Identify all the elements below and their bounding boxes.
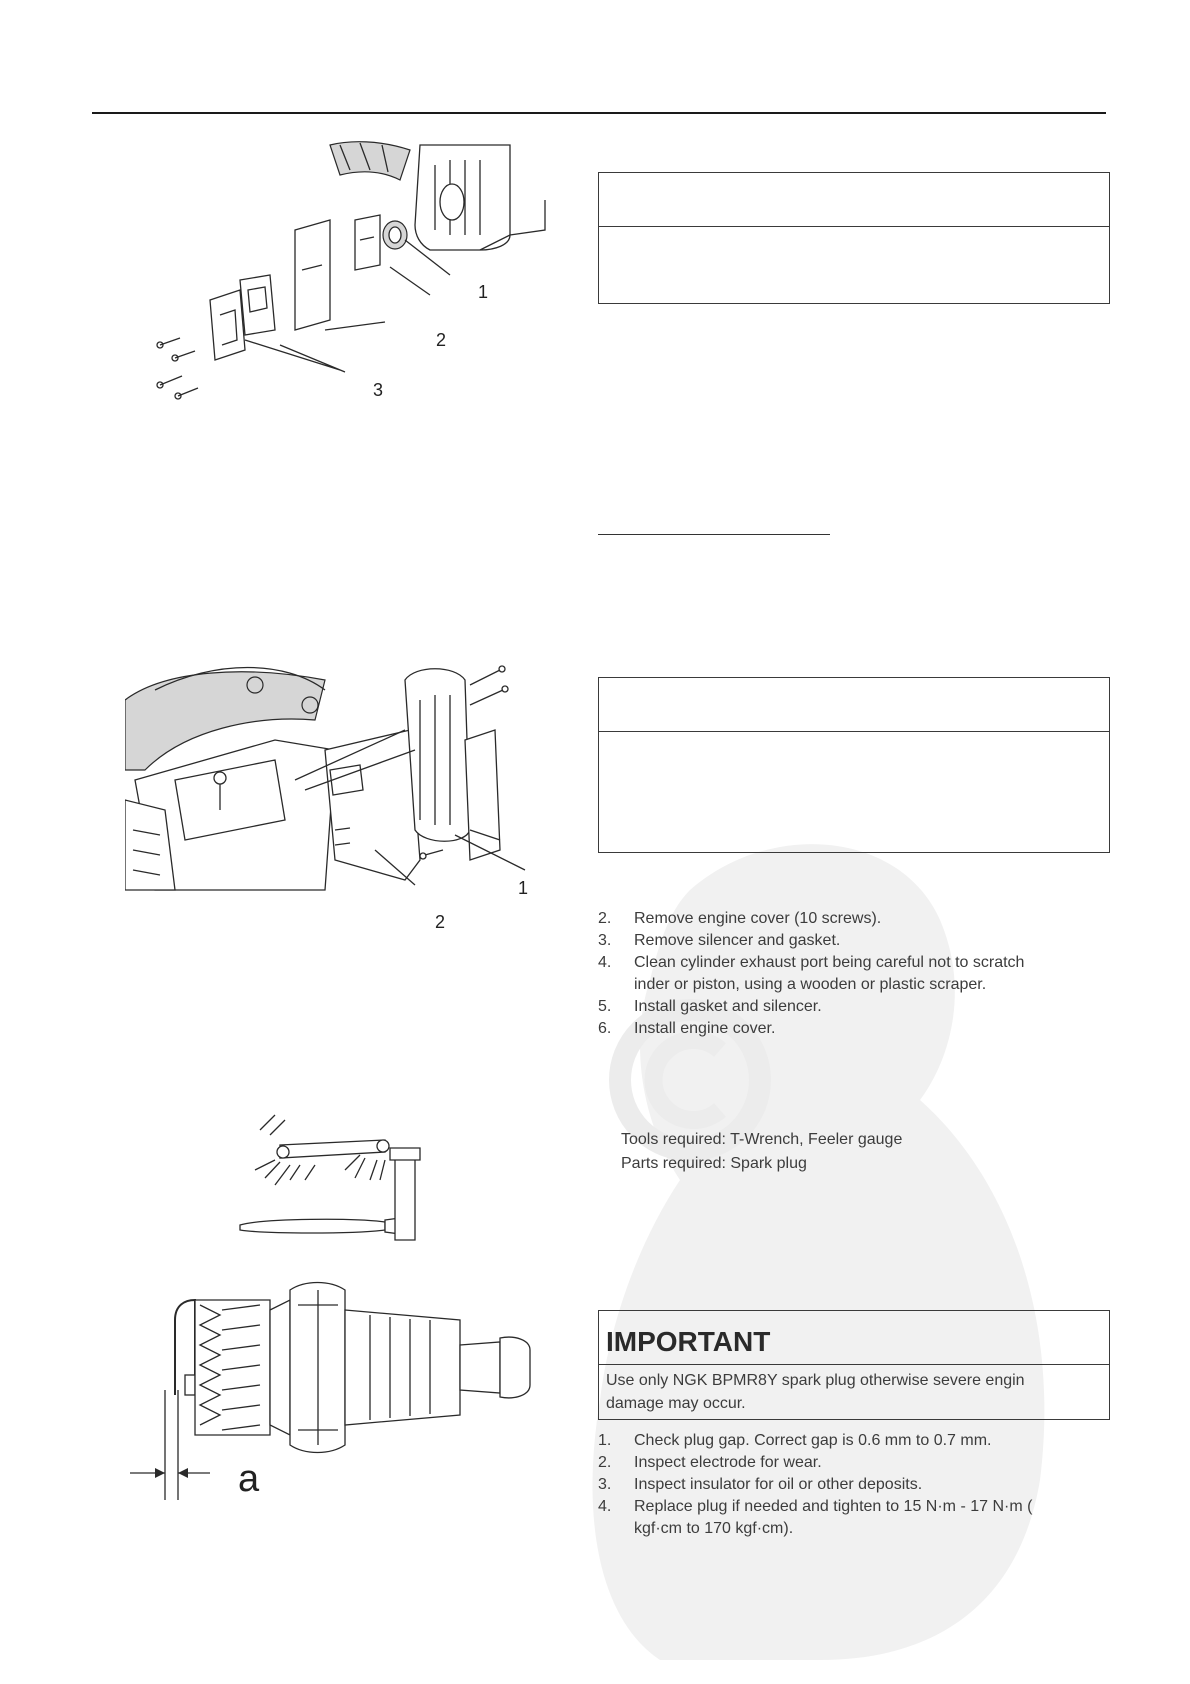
callout-3: 3: [373, 380, 384, 400]
list-item: 3. Inspect insulator for oil or other deposits.: [598, 1476, 923, 1493]
list-item: 3. Remove silencer and gasket.: [598, 932, 841, 949]
gap-label-a: a: [238, 1458, 260, 1500]
list-item: 2. Inspect electrode for wear.: [598, 1454, 822, 1471]
spark-plug-steps-list: [598, 1430, 1118, 1540]
figure-spark-plug-gap: [130, 1280, 570, 1520]
feeler-gauge-icon: [280, 1140, 385, 1158]
list-item: 6. Install engine cover.: [598, 1020, 776, 1037]
section-title-underline: [598, 534, 830, 535]
notice-box-1: [598, 172, 1110, 304]
figure-silencer-installed: [125, 660, 545, 910]
t-wrench-icon: [395, 1150, 415, 1240]
list-item: 4. Clean cylinder exhaust port being careful not to scratch inder or piston, using a wooden or plastic scraper.: [598, 954, 1025, 993]
callout-2: 2: [436, 330, 447, 350]
list-item: 1. Check plug gap. Correct gap is 0.6 mm to 0.7 mm.: [598, 1432, 992, 1449]
tools-required: Tools required: T-Wrench, Feeler gauge: [621, 1131, 903, 1148]
callout-2-fig2: 2: [435, 912, 446, 932]
callout-1: 1: [478, 282, 489, 302]
important-box: [598, 1310, 1110, 1420]
screwdriver-icon: [240, 1219, 385, 1233]
list-item: 5. Install gasket and silencer.: [598, 998, 822, 1015]
figure-tools: [235, 1110, 445, 1255]
figure-silencer-exploded: [150, 140, 550, 410]
list-item: 2. Remove engine cover (10 screws).: [598, 910, 882, 927]
header-rule: [92, 112, 1106, 114]
silencer-steps-list: [598, 908, 1118, 1040]
parts-required: Parts required: Spark plug: [621, 1155, 807, 1172]
callout-1-fig2: 1: [518, 878, 529, 898]
list-item: 4. Replace plug if needed and tighten to 15 N·m - 17 N·m ( kgf·cm to 170 kgf·cm).: [598, 1498, 1033, 1537]
important-title: IMPORTANT: [606, 1326, 771, 1357]
important-text: Use only NGK BPMR8Y spark plug otherwise severe engin damage may occur.: [606, 1372, 1025, 1412]
notice-box-2: [598, 677, 1110, 853]
